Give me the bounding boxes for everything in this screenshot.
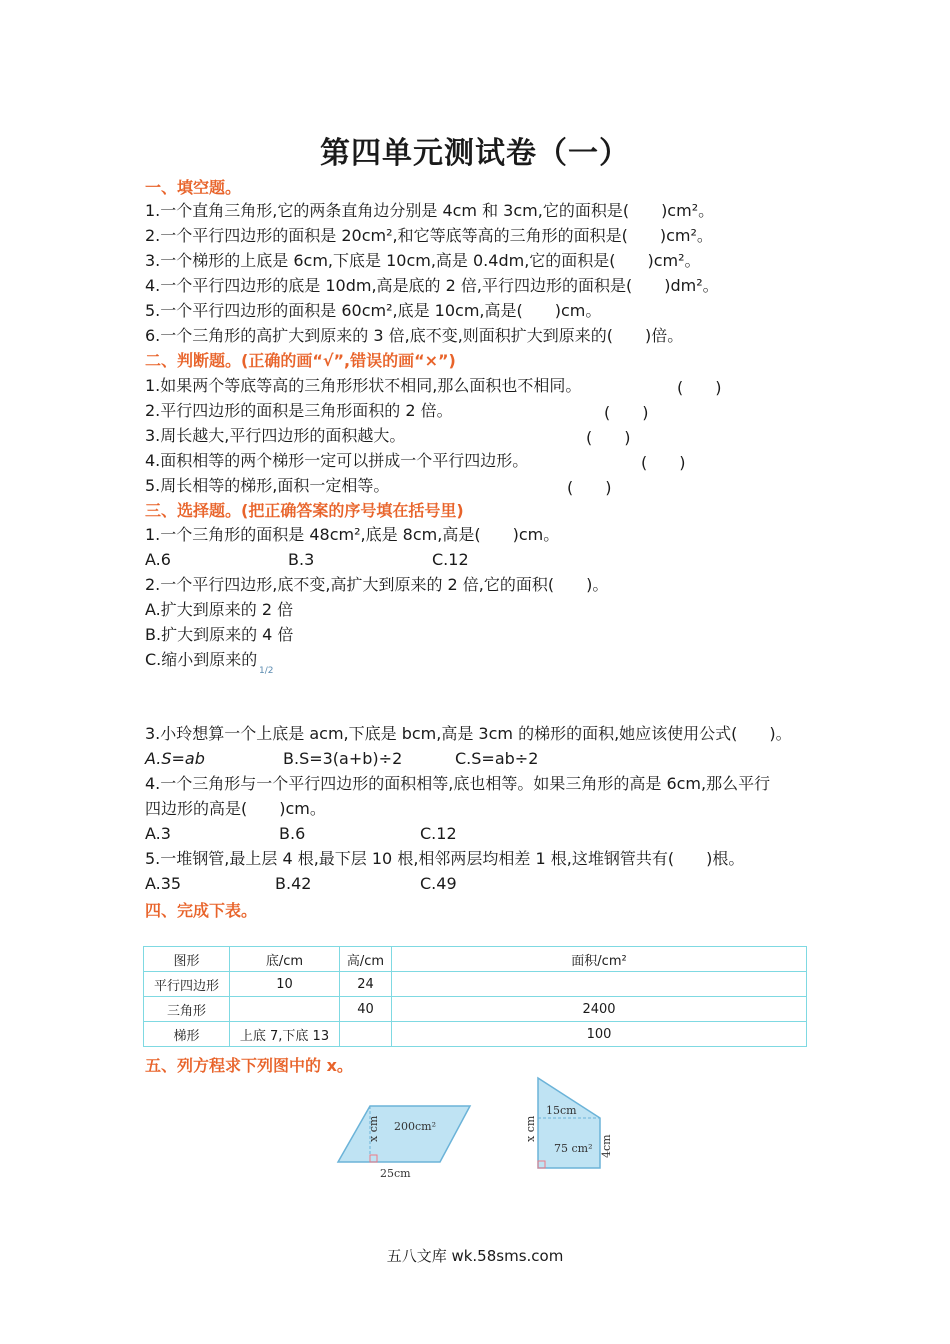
table-cell: 梯形 xyxy=(144,1022,230,1047)
choice-2-option-c: C.缩小到原来的 xyxy=(145,650,258,669)
judge-answer-1: ( ) xyxy=(677,378,722,397)
choice-question-1: 1.一个三角形的面积是 48cm²,底是 8cm,高是( )cm。 xyxy=(145,525,560,544)
table-row xyxy=(144,972,807,997)
choice-2-option-a: A.扩大到原来的 2 倍 xyxy=(145,600,294,619)
table-header-row xyxy=(144,947,807,972)
choice-question-4-line1: 4.一个三角形与一个平行四边形的面积相等,底也相等。如果三角形的高是 6cm,那么平行 xyxy=(145,774,771,793)
trapezoid-right-label: 4cm xyxy=(600,1134,613,1158)
table-cell: 平行四边形 xyxy=(144,972,230,997)
judge-question-1: 1.如果两个等底等高的三角形形状不相同,那么面积也不相同。 xyxy=(145,376,582,395)
section-heading-choice: 三、选择题。(把正确答案的序号填在括号里) xyxy=(145,501,464,520)
choice-question-4-line2: 四边形的高是( )cm。 xyxy=(145,799,326,818)
parallelogram-area-label: 200cm² xyxy=(394,1120,436,1133)
fill-question-2: 2.一个平行四边形的面积是 20cm²,和它等底等高的三角形的面积是( )cm²。 xyxy=(145,226,713,245)
table-cell: 10 xyxy=(230,972,340,997)
choice-question-5: 5.一堆钢管,最上层 4 根,最下层 10 根,相邻两层均相差 1 根,这堆钢管共有( )根。 xyxy=(145,849,745,868)
parallelogram-shape xyxy=(338,1106,470,1162)
judge-question-3: 3.周长越大,平行四边形的面积越大。 xyxy=(145,426,406,445)
choice-3-option-b: B.S=3(a+b)÷2 xyxy=(283,749,403,768)
choice-2-option-b: B.扩大到原来的 4 倍 xyxy=(145,625,294,644)
fill-question-3: 3.一个梯形的上底是 6cm,下底是 10cm,高是 0.4dm,它的面积是( )cm²。 xyxy=(145,251,701,270)
parallelogram-height-label: x cm xyxy=(367,1115,380,1142)
judge-question-4: 4.面积相等的两个梯形一定可以拼成一个平行四边形。 xyxy=(145,451,529,470)
table-cell: 24 xyxy=(340,972,392,997)
table-header-cell: 面积/cm² xyxy=(392,947,807,972)
table-cell xyxy=(340,1022,392,1047)
choice-1-option-b: B.3 xyxy=(288,550,315,569)
judge-answer-2: ( ) xyxy=(604,403,649,422)
choice-5-option-c: C.49 xyxy=(420,874,457,893)
table-header-cell: 底/cm xyxy=(230,947,340,972)
table-header-cell: 高/cm xyxy=(340,947,392,972)
section-heading-fill: 一、填空题。 xyxy=(145,178,242,197)
section-heading-judge: 二、判断题。(正确的画“√”,错误的画“×”) xyxy=(145,351,456,370)
table-cell: 2400 xyxy=(392,997,807,1022)
choice-5-option-a: A.35 xyxy=(145,874,182,893)
choice-1-option-c: C.12 xyxy=(432,550,469,569)
judge-answer-3: ( ) xyxy=(586,428,631,447)
table-row xyxy=(144,997,807,1022)
table-cell: 40 xyxy=(340,997,392,1022)
choice-1-option-a: A.6 xyxy=(145,550,171,569)
fill-question-1: 1.一个直角三角形,它的两条直角边分别是 4cm 和 3cm,它的面积是( )cm²。 xyxy=(145,201,715,220)
fraction-one-half: 1/2 xyxy=(259,666,274,676)
judge-answer-5: ( ) xyxy=(567,478,612,497)
footer-watermark: 五八文库 wk.58sms.com xyxy=(386,1247,564,1265)
section-heading-equation: 五、列方程求下列图中的 x。 xyxy=(145,1056,353,1075)
choice-question-2: 2.一个平行四边形,底不变,高扩大到原来的 2 倍,它的面积( )。 xyxy=(145,575,609,594)
area-table xyxy=(143,946,807,1047)
fill-question-6: 6.一个三角形的高扩大到原来的 3 倍,底不变,则面积扩大到原来的( )倍。 xyxy=(145,326,684,345)
figures-svg xyxy=(330,1070,630,1190)
judge-question-5: 5.周长相等的梯形,面积一定相等。 xyxy=(145,476,390,495)
choice-3-option-a: A.S=ab xyxy=(145,749,205,768)
judge-answer-4: ( ) xyxy=(641,453,686,472)
fill-question-4: 4.一个平行四边形的底是 10dm,高是底的 2 倍,平行四边形的面积是( )dm²。 xyxy=(145,276,719,295)
choice-4-option-a: A.3 xyxy=(145,824,171,843)
choice-4-option-b: B.6 xyxy=(279,824,306,843)
page-title: 第四单元测试卷（一） xyxy=(320,136,630,171)
choice-5-option-b: B.42 xyxy=(275,874,312,893)
choice-3-option-c: C.S=ab÷2 xyxy=(455,749,539,768)
choice-4-option-c: C.12 xyxy=(420,824,457,843)
choice-question-3: 3.小玲想算一个上底是 acm,下底是 bcm,高是 3cm 的梯形的面积,她应该使用公式( )。 xyxy=(145,724,792,743)
table-cell: 上底 7,下底 13 xyxy=(230,1022,340,1047)
parallelogram-base-label: 25cm xyxy=(380,1167,411,1180)
table-cell xyxy=(392,972,807,997)
table-header-cell: 图形 xyxy=(144,947,230,972)
trapezoid-height-label: x cm xyxy=(524,1115,537,1142)
fill-question-5: 5.一个平行四边形的面积是 60cm²,底是 10cm,高是( )cm。 xyxy=(145,301,602,320)
table-row xyxy=(144,1022,807,1047)
section-heading-table: 四、完成下表。 xyxy=(145,901,258,920)
judge-question-2: 2.平行四边形的面积是三角形面积的 2 倍。 xyxy=(145,401,453,420)
table-cell xyxy=(230,997,340,1022)
table-cell: 100 xyxy=(392,1022,807,1047)
trapezoid-area-label: 75 cm² xyxy=(554,1142,593,1155)
trapezoid-top-label: 15cm xyxy=(546,1104,577,1117)
table-cell: 三角形 xyxy=(144,997,230,1022)
